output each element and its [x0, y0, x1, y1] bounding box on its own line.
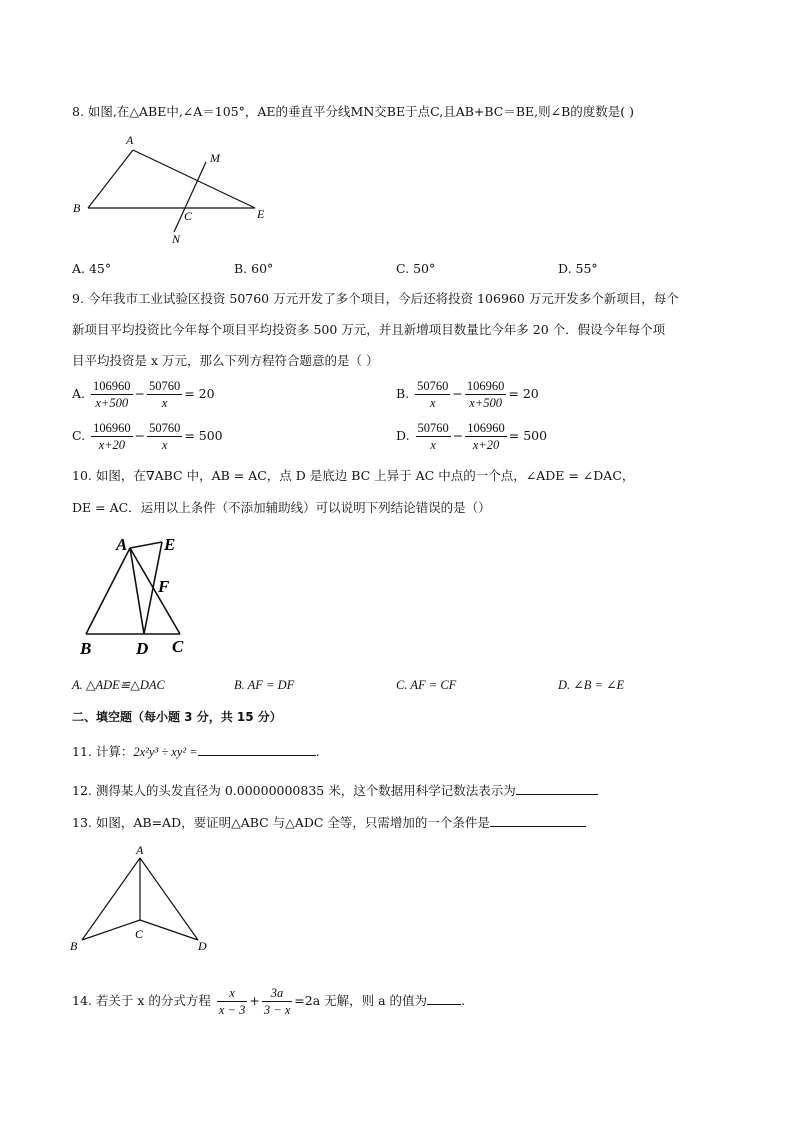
- q9-c-frac2: $\frac{50760}{x}$: [149, 421, 181, 452]
- q8-option-b: B. 60°: [234, 261, 274, 276]
- section-title: 二、填空题（每小题 3 分，共 15 分）: [72, 710, 282, 724]
- q12-text: 12. 测得某人的头发直径为 0.00000000835 米，这个数据用科学记数法表示为: [72, 783, 516, 798]
- q10-label-a: A: [116, 535, 128, 554]
- q8-figure: [70, 130, 280, 250]
- q14-frac2: $\frac{3a}{3 - x}$: [263, 986, 291, 1017]
- q8-label-c: C: [184, 209, 193, 223]
- q10-label-d: D: [136, 639, 149, 658]
- q11-prefix: 11. 计算：: [72, 744, 134, 759]
- q14-prefix: 14. 若关于 x 的分式方程: [72, 993, 211, 1008]
- q14-suffix: =2a 无解，则 a 的值为: [294, 993, 428, 1008]
- q8-label-n: N: [172, 232, 181, 246]
- q12-answer-blank[interactable]: [516, 780, 598, 795]
- q10-label-b: B: [80, 639, 92, 658]
- q13-label-a: A: [136, 843, 144, 857]
- q10-option-d: D. ∠B = ∠E: [558, 678, 625, 692]
- q13-label-b: B: [70, 939, 78, 953]
- q9-d-frac1: $\frac{50760}{x}$: [417, 421, 449, 452]
- q13-label-c: C: [135, 927, 144, 941]
- q8-label-m: M: [210, 151, 220, 165]
- q10-line2: DE = AC．运用以上条件（不添加辅助线）可以说明下列结论错误的是（）: [72, 500, 491, 515]
- q8-label-a: A: [126, 133, 134, 147]
- q14-frac1: $\frac{x}{x - 3}$: [218, 986, 246, 1017]
- q9-line1: 9. 今年我市工业试验区投资 50760 万元开发了多个项目，今后还将投资 106960 万元开发多个新项目，每个: [72, 291, 679, 306]
- q8-stem: 8. 如图,在△ABE中,∠A＝105°，AE的垂直平分线MN交BE于点C,且AB+BC＝BE,则∠B的度数是( ): [72, 104, 635, 119]
- q11-answer-blank[interactable]: [198, 741, 316, 756]
- q8-label-e: E: [257, 207, 265, 221]
- q10-label-c: C: [172, 637, 184, 656]
- q9-option-b: B. $\frac{50760}{x}$ − $\frac{106960}{x+500}$ = 20: [396, 379, 539, 410]
- q14: 14. 若关于 x 的分式方程 $\frac{x}{x - 3}$ + $\frac{3a}{3 - x}$ =2a 无解，则 a 的值为 .: [72, 986, 466, 1017]
- q13-figure: [66, 840, 226, 960]
- q9-b-frac1: $\frac{50760}{x}$: [417, 379, 449, 410]
- q9-a-frac1: $\frac{106960}{x+500}$: [93, 379, 131, 410]
- q10-option-a: A. △ADE≌△DAC: [72, 678, 165, 692]
- q9-c-frac1: $\frac{106960}{x+20}$: [93, 421, 131, 452]
- q9-option-b-label: B.: [396, 386, 410, 401]
- q10-figure: [74, 530, 194, 660]
- q13-label-d: D: [198, 939, 207, 953]
- q8-option-d: D. 55°: [558, 261, 598, 276]
- q13-text: 13. 如图，AB=AD，要证明△ABC 与△ADC 全等，只需增加的一个条件是: [72, 815, 490, 830]
- q9-line3: 目平均投资是 x 万元，那么下列方程符合题意的是（ ）: [72, 353, 379, 368]
- q11-expr: 2x²y³ ÷ xy² =: [133, 745, 198, 759]
- q9-a-frac2: $\frac{50760}{x}$: [148, 379, 181, 410]
- q10-label-f: F: [158, 577, 170, 596]
- q9-option-d-label: D.: [396, 428, 410, 443]
- q9-option-a: A. $\frac{106960}{x+500}$ − $\frac{50760}{x}$ = 20: [72, 379, 215, 410]
- q9-b-frac2: $\frac{106960}{x+500}$: [466, 379, 505, 410]
- q10-line1: 10. 如图，在∇ABC 中，AB = AC，点 D 是底边 BC 上异于 AC 中点的一个点，∠ADE = ∠DAC，: [72, 468, 635, 483]
- q9-option-c-label: C.: [72, 428, 86, 443]
- q12: [72, 780, 598, 800]
- q14-answer-blank[interactable]: [427, 990, 461, 1005]
- q9-d-frac2: $\frac{106960}{x+20}$: [467, 421, 505, 452]
- q13-answer-blank[interactable]: [490, 812, 586, 827]
- q8-option-c: C. 50°: [396, 261, 436, 276]
- q13: [72, 812, 586, 832]
- q10-option-c: C. AF = CF: [396, 678, 457, 692]
- q9-option-d: D. $\frac{50760}{x}$ − $\frac{106960}{x+20}$ = 500: [396, 421, 548, 452]
- q9-option-c: C. $\frac{106960}{x+20}$ − $\frac{50760}{x}$ = 500: [72, 421, 223, 452]
- q10-option-b: B. AF = DF: [234, 678, 295, 692]
- q8-label-b: B: [73, 201, 81, 215]
- q8-option-a: A. 45°: [72, 261, 112, 276]
- q11: 11. 计算：2x²y³ ÷ xy² = .: [72, 741, 320, 761]
- q10-label-e: E: [164, 535, 176, 554]
- q9-option-a-label: A.: [72, 386, 86, 401]
- q9-line2: 新项目平均投资比今年每个项目平均投资多 500 万元，并且新增项目数量比今年多 20 个．假设今年每个项: [72, 322, 666, 337]
